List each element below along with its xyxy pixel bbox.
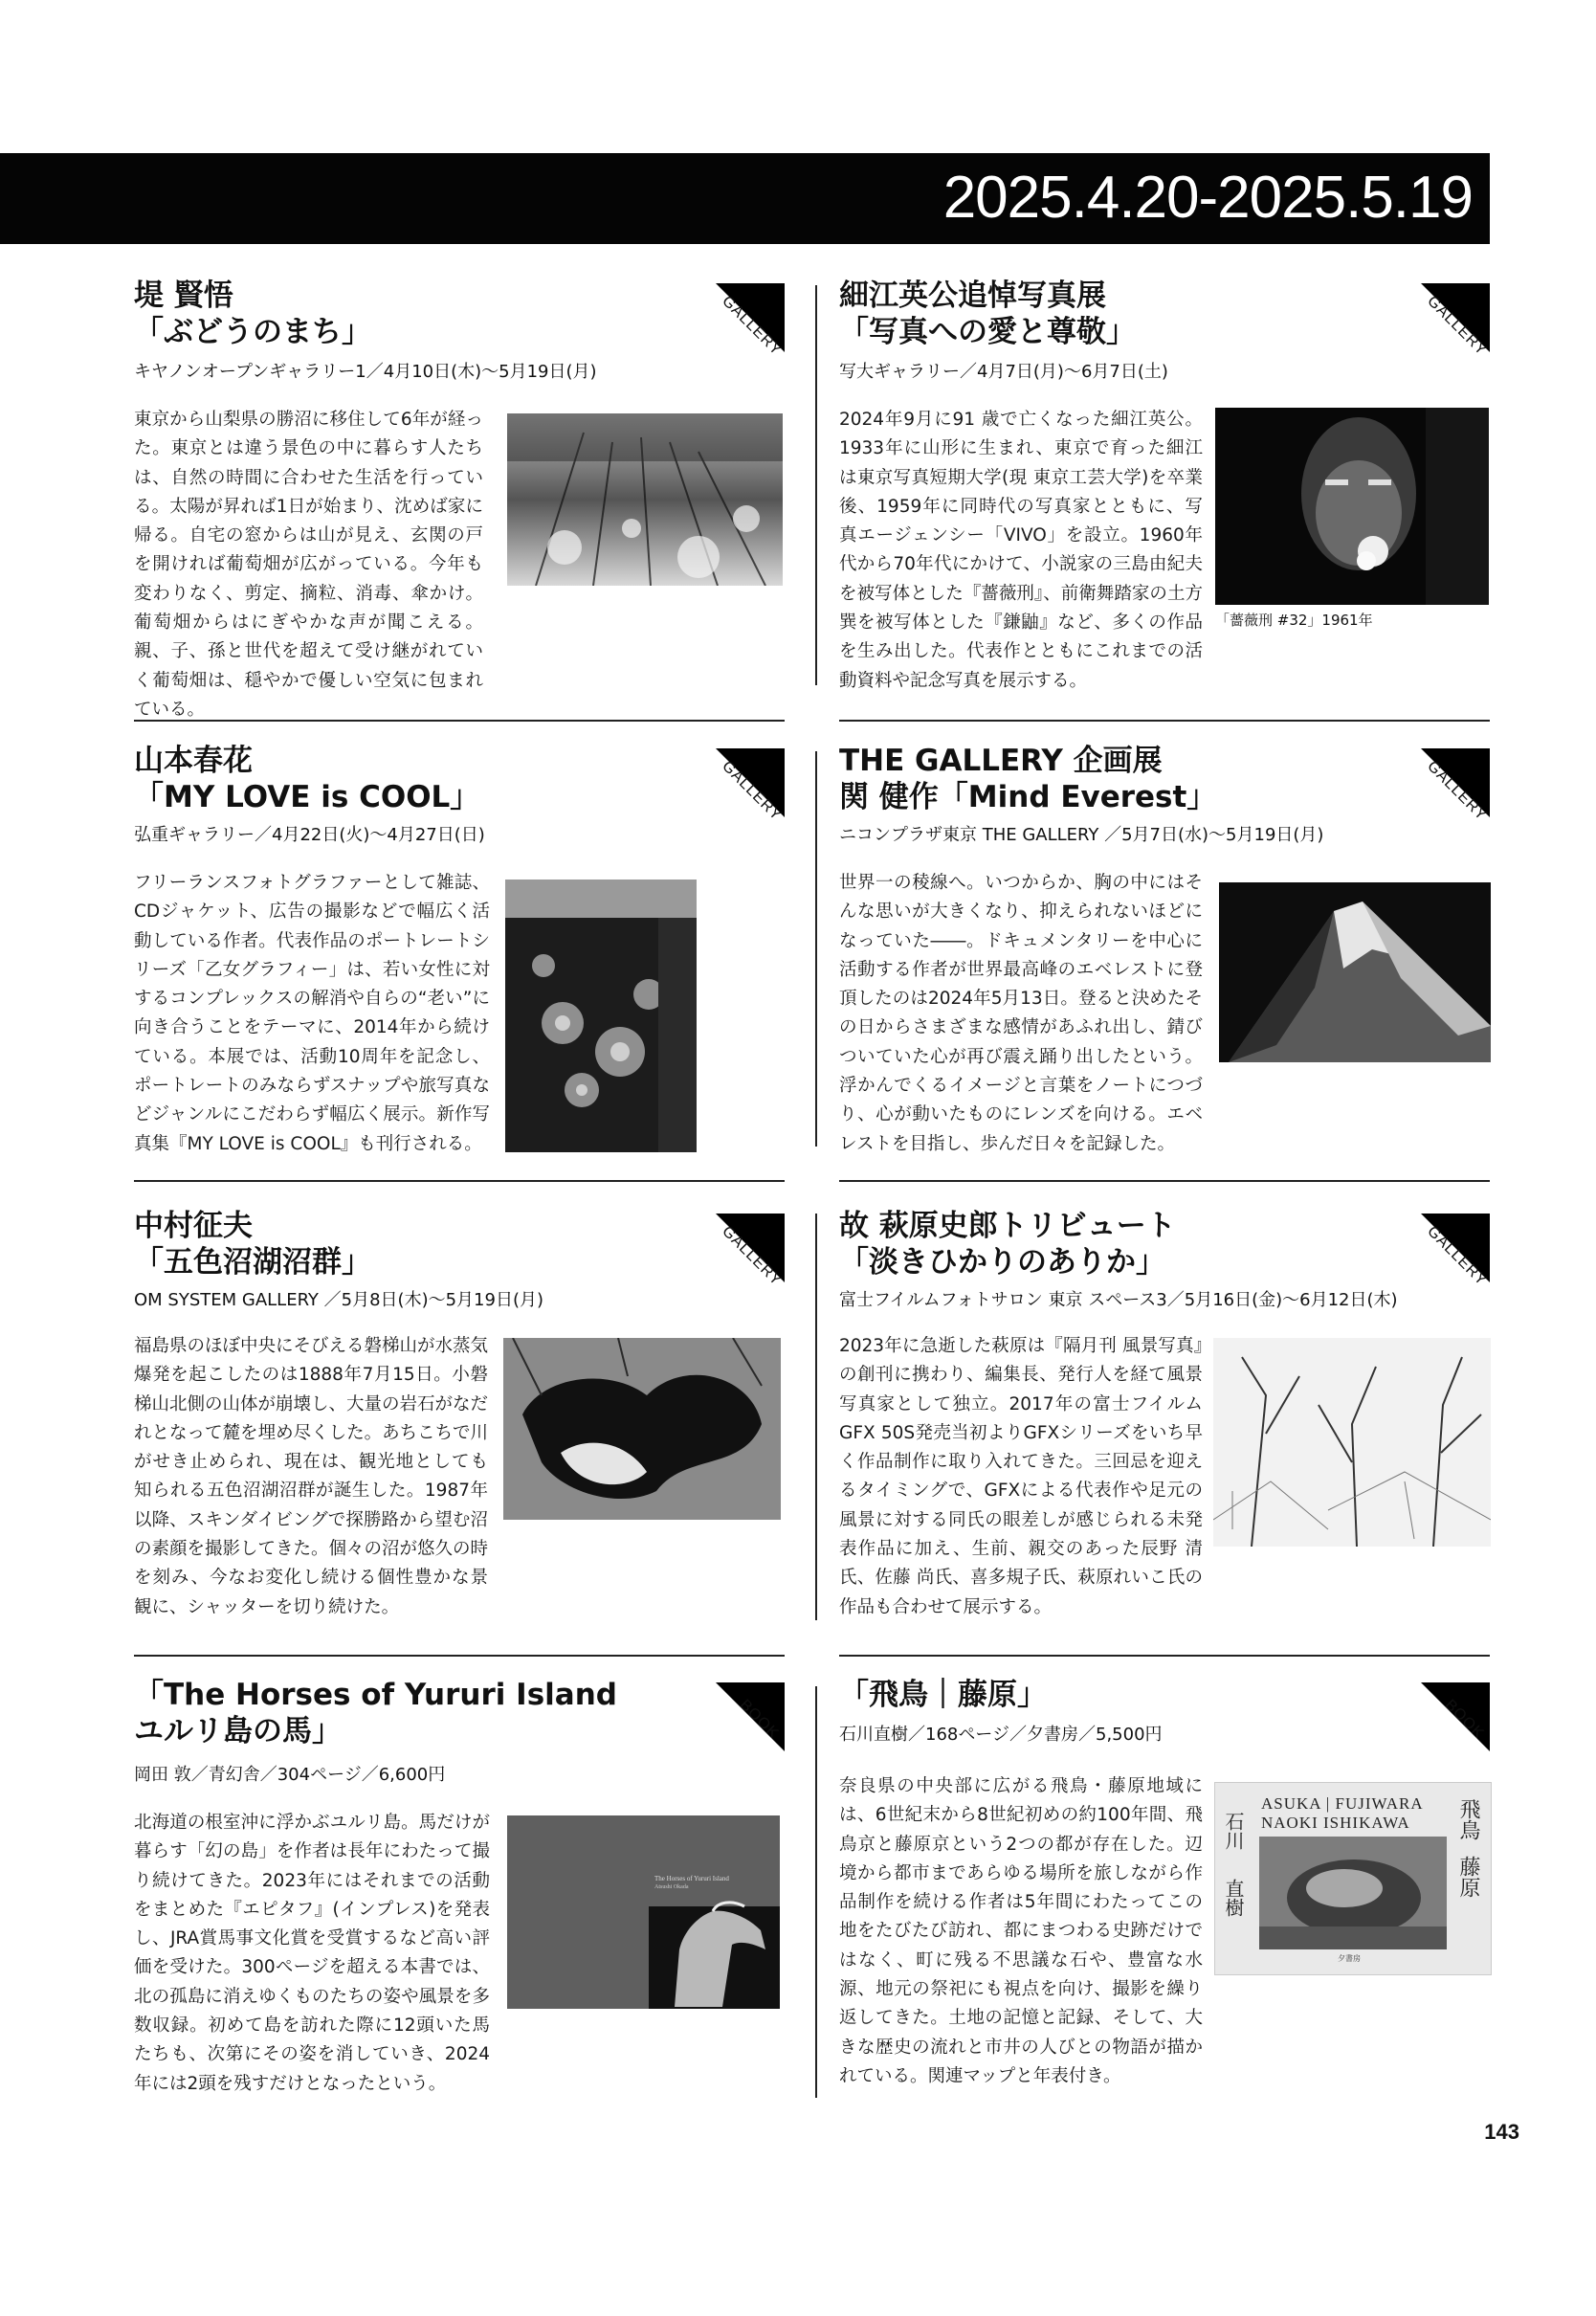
entry-title: 堤 賢悟 「ぶどうのまち」 — [134, 278, 371, 349]
entry-body: 東京から山梨県の勝沼に移住して6年が経った。東京とは違う景色の中に暮らす人たちは、自然の時間に合わせた生活を行っている。太陽が昇れば1日が始まり、沈めば家に帰る。自宅の窓からは山が見え、玄関の戸を開ければ葡萄畑が広がっている。今年も変わりなく、剪定、摘粒、消毒、傘かけ。葡萄畑からはにぎやかな声が聞こえる。親、子、孫と世代を超えて受け継がれていく葡萄畑は、穏やかで優しい空気に包まれている。 — [134, 410, 483, 720]
gallery-tag: GALLERY — [698, 283, 785, 369]
entry-title: 山本春花 「MY LOVE is COOL」 — [134, 744, 480, 814]
cover-author-en: NAOKI ISHIKAWA — [1261, 1814, 1410, 1832]
entry-body: 奈良県の中央部に広がる飛鳥・藤原地域には、6世紀末から8世紀初めの約100年間、飛鳥京と藤原京という2つの都が存在した。辺境から都市まであらゆる場所を旅しながら作品制作を続ける作者は5年間にわたってこの地をたびたび訪れ、都にまつわる史跡だけではなく、町に残る不思議な石や、豊富な水源、地元の祭祀にも視点を向け、撮影を繰り返してきた。土地の記憶と記録、そして、大きな歴史の流れと市井の人びとの物語が描かれている。関連マップと年表付き。 — [839, 1776, 1203, 2086]
entry-meta: 写大ギャラリー／4月7日(月)～6月7日(土) — [839, 362, 1168, 382]
vineyard-photo — [507, 413, 783, 586]
book-tag: BOOK — [698, 1682, 785, 1769]
cover-title-jp-1: 飛鳥 — [1457, 1798, 1481, 1840]
entry-meta: キヤノンオープンギャラリー1／4月10日(木)～5月19日(月) — [134, 362, 597, 382]
exhibition-entry — [839, 743, 1490, 1164]
entry-title: 「飛鳥｜藤原」 — [839, 1678, 1047, 1712]
cover-title: The Horses of Yururi Island — [654, 1875, 729, 1882]
pond-photo — [503, 1338, 781, 1520]
entry-meta: 弘重ギャラリー／4月22日(火)～4月27日(日) — [134, 825, 485, 845]
cover-author: Atsushi Okada — [654, 1884, 689, 1890]
entry-title: 細江英公追悼写真展 「写真への愛と尊敬」 — [839, 278, 1136, 349]
row-divider — [134, 1180, 785, 1182]
gallery-tag: GALLERY — [1404, 1214, 1490, 1300]
mountain-photo — [1219, 882, 1491, 1062]
snow-trees-photo — [1213, 1338, 1491, 1547]
row-divider — [839, 1180, 1490, 1182]
exhibition-entry — [839, 1208, 1490, 1629]
book-entry — [134, 1677, 785, 2098]
column-divider — [815, 751, 817, 1147]
row-divider — [134, 1655, 785, 1657]
entry-body: 北海道の根室沖に浮かぶユルリ島。馬だけが暮らす「幻の島」を作者は長年にわたって撮り続けてきた。2023年にはそれまでの活動をまとめた『エピタフ』(インプレス)を発表し、JRA賞馬事文化賞を受賞するなど高い評価を受けた。300ページを超える本書では、北の孤島に消えゆくものたちの姿や風景を多数収録。初めて島を訪れた際に12頭いた馬たちも、次第にその姿を消していき、2024年には2頭を残すだけとなったという。 — [134, 1813, 490, 2094]
entry-title: THE GALLERY 企画展 関 健作「Mind Everest」 — [839, 744, 1217, 814]
gallery-tag: GALLERY — [1404, 283, 1490, 369]
entry-title: 故 萩原史郎トリビュート 「淡きひかりのありか」 — [839, 1209, 1176, 1280]
exhibition-entry — [134, 278, 786, 720]
gallery-tag: GALLERY — [698, 748, 785, 835]
entry-meta: 富士フイルムフォトサロン 東京 スペース3／5月16日(金)～6月12日(木) — [839, 1290, 1398, 1310]
exhibition-entry — [134, 743, 785, 1164]
entry-body: 2023年に急逝した萩原は『隔月刊 風景写真』の創刊に携わり、編集長、発行人を経て風景写真家として独立。2017年の富士フイルムGFX 50S発売当初よりGFXシリーズをいち早く作品制作に取り入れてきた。三回忌を迎えるタイミングで、GFXによる代表作や足元の風景に対する同氏の眼差しが感じられる未発表作品に加え、生前、親交のあった辰野 清氏、佐藤 尚氏、喜多規子氏、萩原れいこ氏の作品も合わせて展示する。 — [839, 1336, 1203, 1617]
horse-book-cover — [507, 1815, 780, 2009]
portrait-photo — [1215, 408, 1489, 605]
entry-body: 世界一の稜線へ。いつからか、胸の中にはそんな思いが大きくなり、抑えられないほどになっていた――。ドキュメンタリーを中心に活動する作者が世界最高峰のエベレストに登頂したのは2024年5月13日。登ると決めたその日からさまざまな感情があふれ出し、錆びついていた心が再び震え踊り出したという。浮かんでくるイメージと言葉をノートにつづり、心が動いたものにレンズを向ける。エベレストを目指し、歩んだ日々を記録した。 — [839, 873, 1203, 1154]
date-range-banner — [0, 153, 1490, 244]
cover-author-jp-1: 石川 — [1222, 1812, 1243, 1850]
cover-title-jp-2: 藤原 — [1457, 1856, 1481, 1898]
cover-author-jp-2: 直樹 — [1222, 1879, 1243, 1917]
entry-meta: ニコンプラザ東京 THE GALLERY ／5月7日(水)～5月19日(月) — [839, 825, 1324, 845]
entry-meta: OM SYSTEM GALLERY ／5月8日(木)～5月19日(月) — [134, 1290, 543, 1310]
exhibition-entry — [839, 278, 1490, 699]
photo-caption: 「薔薇刑 #32」1961年 — [1215, 612, 1373, 629]
page-number: 143 — [1484, 2120, 1519, 2144]
cover-title-en: ASUKA | FUJIWARA — [1261, 1794, 1424, 1813]
roses-photo — [505, 880, 697, 1152]
column-divider — [815, 1214, 817, 1620]
entry-title: 「The Horses of Yururi Island ユルリ島の馬」 — [134, 1678, 617, 1748]
entry-body: フリーランスフォトグラファーとして雑誌、CDジャケット、広告の撮影などで幅広く活動している作者。代表作品のポートレートシリーズ「乙女グラフィー」は、若い女性に対するコンプレックスの解消や自らの“老い”に向き合うことをテーマに、2014年から続けている。本展では、活動10周年を記念し、ポートレートのみならずスナップや旅写真などジャンルにこだわらず幅広く展示。新作写真集『MY LOVE is COOL』も刊行される。 — [134, 873, 490, 1154]
asuka-book-cover — [1214, 1782, 1492, 1975]
entry-meta: 岡田 敦／青幻舎／304ページ／6,600円 — [134, 1765, 446, 1785]
gallery-tag: GALLERY — [698, 1214, 785, 1300]
entry-meta: 石川直樹／168ページ／夕書房／5,500円 — [839, 1725, 1163, 1745]
column-divider — [815, 1686, 817, 2098]
entry-body: 2024年9月に91 歳で亡くなった細江英公。1933年に山形に生まれ、東京で育った細江は東京写真短期大学(現 東京工芸大学)を卒業後、1959年に同時代の写真家とともに、写真エージェンシー「VIVO」を設立。1960年代から70年代にかけて、小説家の三島由紀夫を被写体とした『薔薇刑』、前衛舞踏家の土方巽を被写体とした『鎌鼬』など、多くの作品を生み出した。代表作とともにこれまでの活動資料や記念写真を展示する。 — [839, 410, 1203, 691]
date-range: 2025.4.20-2025.5.19 — [942, 165, 1473, 231]
book-tag: BOOK — [1404, 1682, 1490, 1769]
row-divider — [839, 720, 1490, 722]
cover-publisher: 夕書房 — [1338, 1954, 1361, 1963]
entry-body: 福島県のほぼ中央にそびえる磐梯山が水蒸気爆発を起こしたのは1888年7月15日。小磐梯山北側の山体が崩壊し、大量の岩石がなだれとなって麓を埋め尽くした。あちこちで川がせき止められ、現在は、観光地としても知られる五色沼湖沼群が誕生した。1987年以降、スキンダイビングで探勝路から望む沼の素顔を撮影してきた。個々の沼が悠久の時を刻み、今なお変化し続ける個性豊かな景観に、シャッターを切り続けた。 — [134, 1336, 489, 1617]
book-entry — [839, 1677, 1490, 2098]
exhibition-entry — [134, 1208, 785, 1629]
gallery-tag: GALLERY — [1404, 748, 1490, 835]
entry-title: 中村征夫 「五色沼湖沼群」 — [134, 1209, 371, 1280]
row-divider — [839, 1655, 1490, 1657]
column-divider — [815, 285, 817, 685]
